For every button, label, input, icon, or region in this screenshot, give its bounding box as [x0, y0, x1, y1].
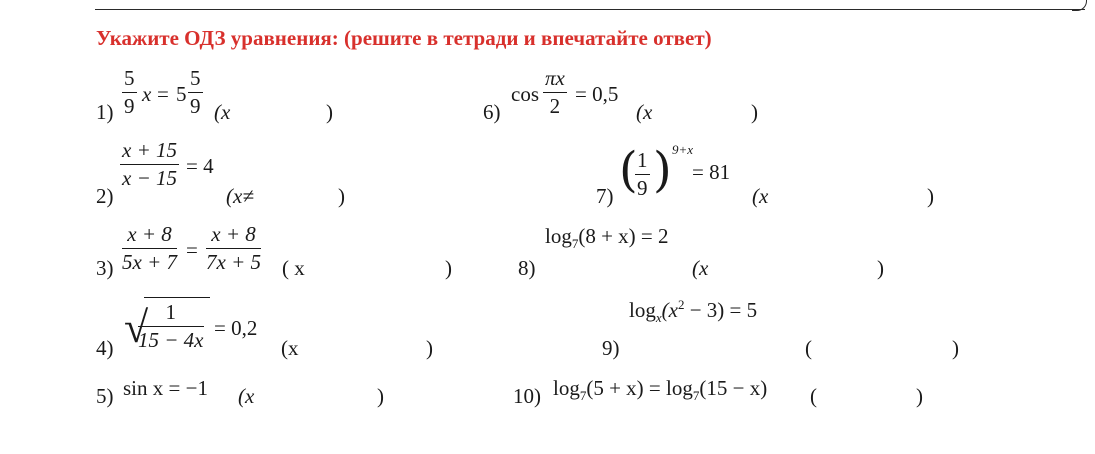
log-function: log: [666, 376, 693, 400]
equation: sin x = −1: [123, 376, 208, 400]
exponent: 9+x: [672, 142, 694, 157]
fraction-denominator: 7x + 5: [206, 250, 261, 274]
log-expression-end: − 3) = 5: [684, 298, 758, 322]
problem-number: 10): [513, 384, 541, 408]
radicand-fraction: [138, 302, 204, 351]
log-argument: (15 − x): [699, 376, 768, 400]
log-equation: [553, 378, 767, 402]
log-equation: [629, 298, 757, 324]
answer-close: ): [338, 184, 345, 208]
right-parenthesis: ): [653, 142, 672, 198]
answer-open: (x: [636, 100, 653, 124]
right-hand-side: = 0,2: [214, 316, 258, 340]
log-base: 7: [579, 388, 587, 404]
problem-number: 9): [602, 336, 620, 360]
log-function: log: [545, 224, 572, 248]
left-fraction: [122, 224, 177, 273]
answer-open: (x: [281, 336, 299, 360]
base-fraction: [635, 150, 650, 199]
fraction-numerator: x + 8: [206, 224, 261, 249]
fraction-denominator: 15 − 4x: [138, 328, 204, 352]
fraction-denominator: 5x + 7: [122, 250, 177, 274]
log-equation: [545, 226, 669, 250]
coefficient-fraction: [122, 68, 137, 117]
fraction-denominator: 9: [190, 94, 201, 118]
fraction-denominator: x − 15: [122, 166, 177, 190]
problem-number: 1): [96, 100, 114, 124]
answer-open: (x: [692, 256, 709, 280]
fraction-numerator: x + 8: [122, 224, 177, 249]
fraction-numerator: 5: [188, 68, 203, 93]
problem-number: 8): [518, 256, 536, 280]
answer-close: ): [751, 100, 758, 124]
answer-open: ( x: [282, 256, 305, 280]
answer-open: (: [805, 336, 812, 360]
equation-fraction: [120, 140, 179, 189]
log-base: x: [655, 310, 662, 326]
top-border-line: [95, 9, 1085, 10]
answer-close: ): [426, 336, 433, 360]
answer-close: ): [916, 384, 923, 408]
right-fraction: [206, 224, 261, 273]
fraction-denominator: 9: [637, 176, 648, 200]
log-base: 7: [571, 236, 579, 252]
answer-open: (x: [752, 184, 769, 208]
answer-close: ): [326, 100, 333, 124]
fraction-denominator: 2: [549, 94, 561, 118]
fraction-numerator: 1: [138, 302, 204, 327]
problem-number: 4): [96, 336, 114, 360]
answer-close: ): [445, 256, 452, 280]
argument-fraction: [543, 68, 567, 117]
log-function: log: [629, 298, 656, 322]
answer-open: (x≠: [226, 184, 254, 208]
mixed-fraction: [188, 68, 203, 117]
equals-sign: =: [186, 238, 198, 262]
answer-open: (x: [214, 100, 231, 124]
log-base: 7: [692, 388, 700, 404]
task-title: Укажите ОДЗ уравнения: (решите в тетради и впечатайте ответ): [96, 26, 712, 50]
fraction-numerator: πx: [543, 68, 567, 93]
problem-number: 5): [96, 384, 114, 408]
log-expression: (8 + x) = 2: [578, 224, 669, 248]
right-hand-side: = 0,5: [575, 82, 619, 106]
problem-number: 7): [596, 184, 614, 208]
fraction-numerator: 5: [122, 68, 137, 93]
power: 2: [677, 297, 685, 312]
log-function: log: [553, 376, 580, 400]
answer-open: (x: [238, 384, 255, 408]
answer-close: ): [952, 336, 959, 360]
problem-number: 2): [96, 184, 114, 208]
log-expression-start: (x: [661, 298, 678, 322]
variable: x: [142, 82, 152, 106]
fraction-numerator: 1: [635, 150, 650, 175]
log-argument: (5 + x) =: [586, 376, 667, 400]
fraction-denominator: 9: [124, 94, 135, 118]
fraction-numerator: x + 15: [120, 140, 179, 165]
answer-open: (: [810, 384, 817, 408]
square-root-bar: [144, 297, 210, 298]
right-hand-side: = 4: [186, 154, 214, 178]
right-hand-side: = 81: [692, 160, 731, 184]
square-root-sign: √: [124, 303, 149, 352]
whole-part: 5: [176, 82, 187, 106]
cos-function: cos: [511, 82, 539, 106]
answer-close: ): [377, 384, 384, 408]
answer-close: ): [927, 184, 934, 208]
left-parenthesis: (: [619, 142, 638, 198]
problem-number: 6): [483, 100, 501, 124]
answer-close: ): [877, 256, 884, 280]
problem-number: 3): [96, 256, 114, 280]
equals-sign: =: [157, 82, 169, 106]
